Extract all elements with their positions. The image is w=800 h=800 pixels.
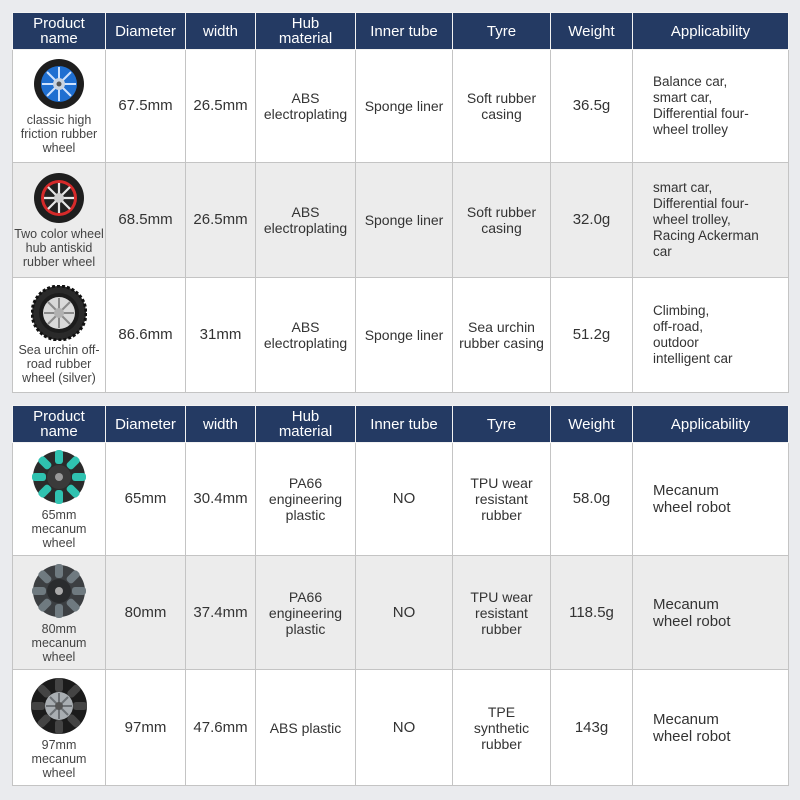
width-cell: 26.5mm xyxy=(186,50,256,163)
red-rubber-wheel-icon xyxy=(32,171,86,225)
applicability-cell: Mecanum wheel robot xyxy=(633,443,789,556)
header-applicability: Applicability xyxy=(633,406,789,443)
header-tyre: Tyre xyxy=(453,406,551,443)
tyre-cell: TPE synthetic rubber xyxy=(453,670,551,786)
width-cell: 47.6mm xyxy=(186,670,256,786)
mecanum-wheel-spec-table xyxy=(12,405,789,786)
diameter-cell: 65mm xyxy=(106,443,186,556)
hub-cell: ABS plastic xyxy=(256,670,356,786)
table-row xyxy=(13,50,789,163)
header-row xyxy=(13,406,789,443)
diameter-cell: 68.5mm xyxy=(106,163,186,278)
header-tyre: Tyre xyxy=(453,13,551,50)
header-weight: Weight xyxy=(551,13,633,50)
weight-cell: 58.0g xyxy=(551,443,633,556)
header-hub-material: Hub material xyxy=(256,406,356,443)
diameter-cell: 80mm xyxy=(106,556,186,670)
product-name: 65mm mecanum wheel xyxy=(31,508,87,550)
inner-tube-cell: NO xyxy=(356,556,453,670)
gray-mecanum-wheel-icon xyxy=(30,562,88,620)
product-cell xyxy=(13,50,106,163)
rubber-wheel-spec-table xyxy=(12,12,789,393)
header-inner-tube: Inner tube xyxy=(356,406,453,443)
inner-tube-cell: NO xyxy=(356,443,453,556)
silver-offroad-wheel-icon xyxy=(31,285,87,341)
product-cell xyxy=(13,556,106,670)
tyre-cell: TPU wear resistant rubber xyxy=(453,443,551,556)
table-row xyxy=(13,670,789,786)
width-cell: 31mm xyxy=(186,278,256,393)
header-width: width xyxy=(186,406,256,443)
width-cell: 26.5mm xyxy=(186,163,256,278)
product-name: classic high friction rubber wheel xyxy=(20,113,98,155)
diameter-cell: 86.6mm xyxy=(106,278,186,393)
weight-cell: 51.2g xyxy=(551,278,633,393)
weight-cell: 32.0g xyxy=(551,163,633,278)
inner-tube-cell: Sponge liner xyxy=(356,163,453,278)
diameter-cell: 67.5mm xyxy=(106,50,186,163)
teal-mecanum-wheel-icon xyxy=(30,448,88,506)
applicability-cell: Climbing, off-road, outdoor intelligent car xyxy=(633,278,789,393)
header-hub-material: Hub material xyxy=(256,13,356,50)
black-mecanum-wheel-icon xyxy=(29,676,89,736)
product-cell xyxy=(13,443,106,556)
header-row xyxy=(13,13,789,50)
product-name: 80mm mecanum wheel xyxy=(31,621,87,664)
table-row xyxy=(13,163,789,278)
tyre-cell: Sea urchin rubber casing xyxy=(453,278,551,393)
header-product-name: Product name xyxy=(13,406,106,443)
inner-tube-cell: Sponge liner xyxy=(356,278,453,393)
product-cell xyxy=(13,670,106,786)
hub-cell: ABS electroplating xyxy=(256,278,356,393)
table-row xyxy=(13,278,789,393)
header-applicability: Applicability xyxy=(633,13,789,50)
applicability-cell: smart car, Differential four- wheel trolley, Racing Ackerman car xyxy=(633,163,789,278)
hub-cell: PA66 engineering plastic xyxy=(256,443,356,556)
table-row xyxy=(13,556,789,670)
blue-rubber-wheel-icon xyxy=(32,57,86,111)
product-name: 97mm mecanum wheel xyxy=(31,737,87,780)
inner-tube-cell: Sponge liner xyxy=(356,50,453,163)
diameter-cell: 97mm xyxy=(106,670,186,786)
header-inner-tube: Inner tube xyxy=(356,13,453,50)
weight-cell: 36.5g xyxy=(551,50,633,163)
tyre-cell: Soft rubber casing xyxy=(453,163,551,278)
weight-cell: 143g xyxy=(551,670,633,786)
width-cell: 30.4mm xyxy=(186,443,256,556)
weight-cell: 118.5g xyxy=(551,556,633,670)
product-cell xyxy=(13,278,106,393)
tyre-cell: TPU wear resistant rubber xyxy=(453,556,551,670)
applicability-cell: Mecanum wheel robot xyxy=(633,556,789,670)
product-name: Sea urchin off- road rubber wheel (silver) xyxy=(18,343,100,385)
width-cell: 37.4mm xyxy=(186,556,256,670)
applicability-cell: Balance car, smart car, Differential four- wheel trolley xyxy=(633,50,789,163)
header-diameter: Diameter xyxy=(106,406,186,443)
hub-cell: ABS electroplating xyxy=(256,50,356,163)
header-diameter: Diameter xyxy=(106,13,186,50)
hub-cell: PA66 engineering plastic xyxy=(256,556,356,670)
header-product-name: Product name xyxy=(13,13,106,50)
tyre-cell: Soft rubber casing xyxy=(453,50,551,163)
product-cell xyxy=(13,163,106,278)
inner-tube-cell: NO xyxy=(356,670,453,786)
product-name: Two color wheel hub antiskid rubber wheel xyxy=(14,227,104,269)
table-row xyxy=(13,443,789,556)
applicability-cell: Mecanum wheel robot xyxy=(633,670,789,786)
header-width: width xyxy=(186,13,256,50)
hub-cell: ABS electroplating xyxy=(256,163,356,278)
header-weight: Weight xyxy=(551,406,633,443)
